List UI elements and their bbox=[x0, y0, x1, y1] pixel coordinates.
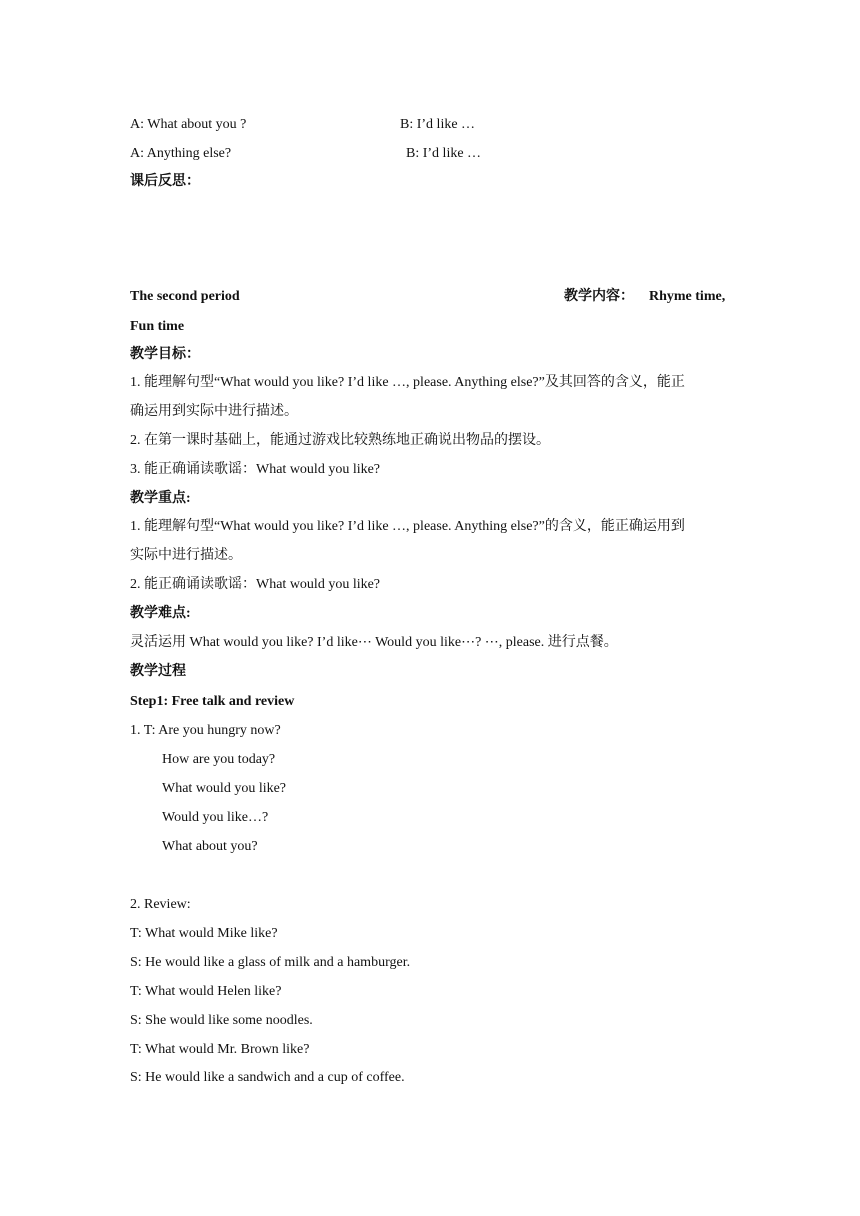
content-value: Rhyme time, bbox=[649, 289, 726, 304]
difficulties-heading: 教学难点: bbox=[130, 606, 191, 621]
talk-line: Would you like…? bbox=[162, 810, 269, 825]
step1-heading: Step1: Free talk and review bbox=[130, 694, 295, 709]
dialog-line-b: B: I’d like … bbox=[406, 146, 482, 161]
dialog-line-a: A: What about you ? bbox=[130, 117, 247, 132]
objectives-heading: 教学目标： bbox=[130, 347, 200, 362]
key-point-item: 实际中进行描述。 bbox=[130, 548, 242, 563]
content-continuation: Fun time bbox=[130, 319, 185, 334]
reflection-heading: 课后反思： bbox=[130, 174, 200, 189]
review-line: S: She would like some noodles. bbox=[130, 1013, 313, 1028]
period-title: The second period bbox=[130, 289, 240, 304]
key-point-item: 2. 能正确诵读歌谣：What would you like? bbox=[130, 577, 381, 592]
talk-line: 1. T: Are you hungry now? bbox=[130, 723, 281, 738]
review-line: T: What would Mr. Brown like? bbox=[130, 1042, 310, 1057]
key-points-heading: 教学重点: bbox=[130, 491, 191, 506]
key-point-item: 1. 能理解句型“What would you like? I’d like …, please. Anything else?”的含义，能正确运用到 bbox=[130, 519, 685, 534]
dialog-line-a: A: Anything else? bbox=[130, 146, 232, 161]
content-label: 教学内容： bbox=[564, 289, 634, 304]
review-line: S: He would like a glass of milk and a hamburger. bbox=[130, 955, 411, 970]
review-line: T: What would Helen like? bbox=[130, 984, 282, 999]
review-line: T: What would Mike like? bbox=[130, 926, 278, 941]
difficulties-text: 灵活运用 What would you like? I’d like⋯ Would you like⋯? ⋯, please. 进行点餐。 bbox=[130, 635, 618, 650]
talk-line: What about you? bbox=[162, 839, 258, 854]
objective-item: 2. 在第一课时基础上，能通过游戏比较熟练地正确说出物品的摆设。 bbox=[130, 433, 550, 448]
talk-line: How are you today? bbox=[162, 752, 276, 767]
objective-item: 3. 能正确诵读歌谣：What would you like? bbox=[130, 462, 381, 477]
review-label: 2. Review: bbox=[130, 897, 191, 912]
review-line: S: He would like a sandwich and a cup of coffee. bbox=[130, 1070, 405, 1085]
dialog-line-b: B: I’d like … bbox=[400, 117, 476, 132]
objective-item: 1. 能理解句型“What would you like? I’d like …, please. Anything else?”及其回答的含义，能正 bbox=[130, 375, 685, 390]
talk-line: What would you like? bbox=[162, 781, 287, 796]
objective-item: 确运用到实际中进行描述。 bbox=[130, 404, 298, 419]
process-heading: 教学过程 bbox=[130, 664, 186, 679]
